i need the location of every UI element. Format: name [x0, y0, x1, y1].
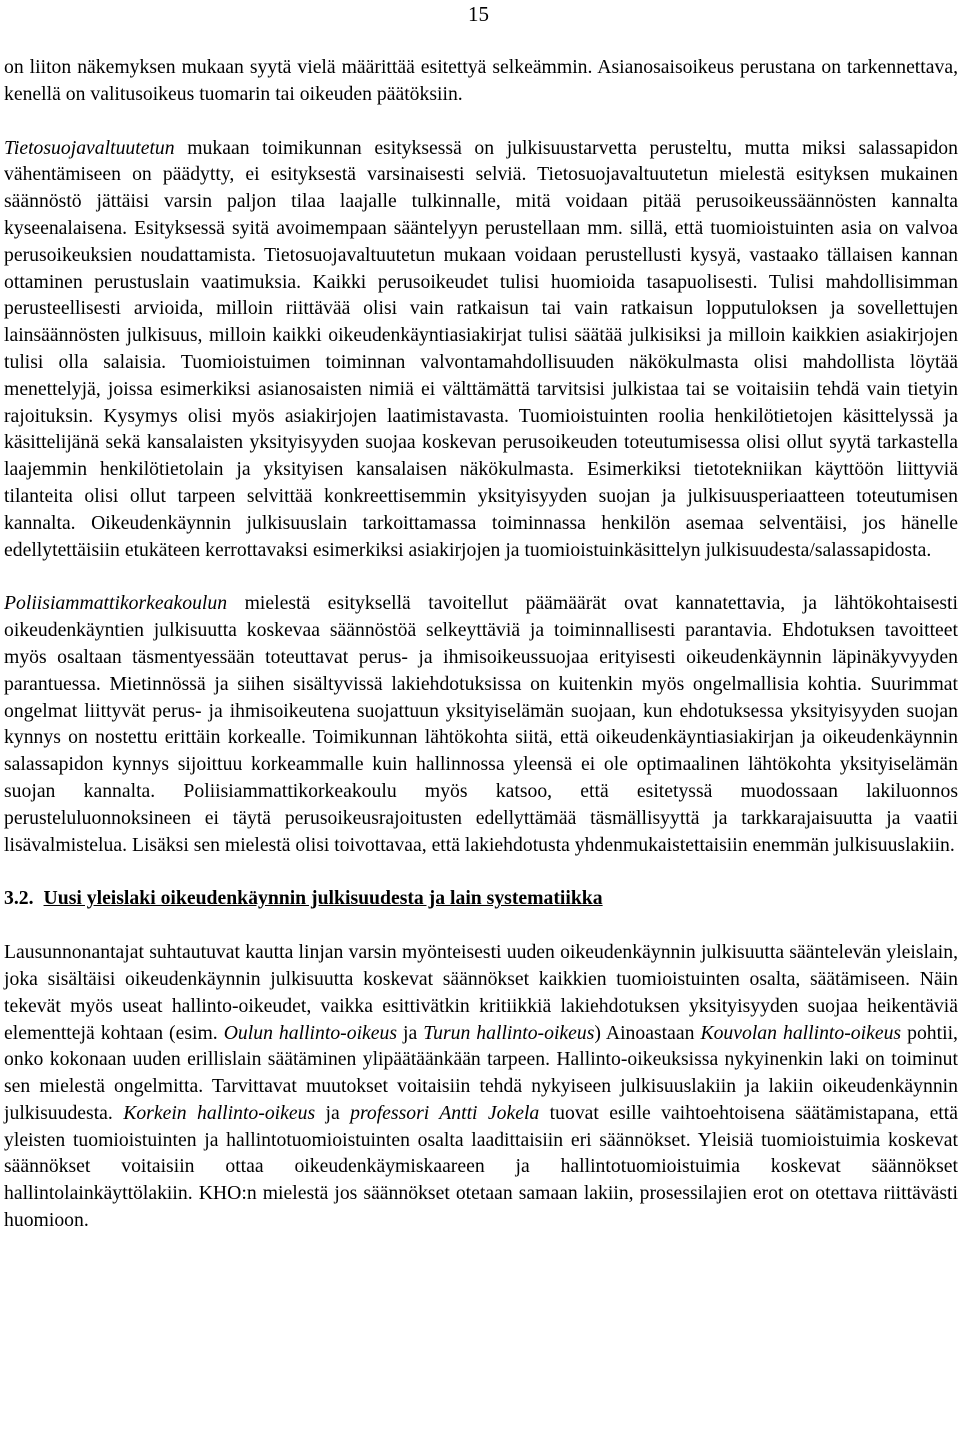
page-number: 15 — [468, 2, 489, 26]
section-heading — [4, 885, 958, 912]
paragraph-tietosuoja — [4, 135, 958, 564]
paragraph-text: tuovat esille vaihtoehtoisena säätämistapana, että yleisten tuomioistuinten ja hallintotuomioistuinten osalta laadittaisiin eri säännökset. Yleisiä tuomioistuimia koskevat säännökset voitaisiin ottaa oikeudenkäymiskaareen ja hallintotuomioistuimia koskevat säännökset hallintolainkäyttölakiin. KHO:n mielestä jos säännökset otetaan samaan lakiin, prosessilajien erot on otettava riittävästi huomioon. — [4, 1101, 958, 1232]
organization-name: Oulun hallinto-oikeus — [223, 1021, 398, 1044]
section-number: 3.2. — [4, 887, 34, 910]
paragraph-text: mukaan toimikunnan esityksessä on julkisuustarvetta perusteltu, mutta miksi salassapidon vähentämiseen on päädytty, ei esityksestä varsinaisesti selviä. Tietosuojavaltuutetun mielestä esityksen mukainen säännöstö jättäisi varsin paljon tilaa laajalle tulkinnalle, mitä voidaan pitää perusoikeussäännösten kannalta kyseenalaisena. Esityksessä syitä avoimempaan sääntelyyn perustellaan mm. sillä, että tuomioistuinten asia on valvoa perusoikeuksien noudattamista. Tietosuojavaltuutetun mukaan voidaan perustellusti kysyä, vastaako tällaisen kannan ottaminen perustuslain vaatimuksia. Kaikki perusoikeudet tulisi huomioida tasapuolisesti. Tulisi mahdollisimman perusteellisesti arvioida, milloin riittävää olisi vain ratkaisun tai vain ratkaisun lopputuloksen ja sovellettujen lainsäännösten julkisuus, milloin kaikki oikeudenkäyntiasiakirjat tulisi säätää julkisiksi ja milloin kaikkien asiakirjojen tulisi olla salaisia. Tuomioistuimen toiminnan valvontamahdollisuuden näkökulmasta olisi mahdollista löytää menettelyjä, joissa esimerkiksi asianosaisten nimiä ei välttämättä tarvitsisi julkistaa tai se voitaisiin tehdä vain tietyin rajoituksin. Kysymys olisi myös asiakirjojen laatimistavasta. Tuomioistuinten roolia henkilötietojen käsittelyssä ja käsittelijänä sekä kansalaisten yksityisyyden suojaa koskevan perusoikeuden toteutumisessa olisi ollut syytä tarkastella laajemmin henkilötietolain ja yksityisen kansalaisen näkökulmasta. Esimerkiksi tietotekniikan käyttöön liittyviä tilanteita olisi ollut tarpeen selvittää konkreettisemmin yksityisyyden suojan ja julkisuusperiaatteen toteutumisen kannalta. Oikeudenkäynnin julkisuuslain tarkoittamassa toiminnassa henkilön asemaa selventäisi, jos hänelle edellytettäisiin etukäteen kerrottavaksi esimerkiksi asiakirjojen ja tuomioistuinkäsittelyn julkisuudesta/salassapidosta. — [4, 136, 958, 561]
person-name: professori Antti Jokela — [350, 1101, 540, 1124]
organization-name: Korkein hallinto-oikeus — [123, 1101, 316, 1124]
organization-name: Turun hallinto-oikeus — [423, 1021, 595, 1044]
organization-name: Poliisiammattikorkeakoulun — [4, 592, 228, 615]
paragraph-text: ja — [315, 1101, 351, 1124]
section-title: Uusi yleislaki oikeudenkäynnin julkisuudesta ja lain systematiikka — [43, 887, 603, 910]
organization-name: Tietosuojavaltuutetun — [4, 136, 175, 159]
paragraph-text: mielestä esityksellä tavoitellut päämäärät ovat kannatettavia, ja lähtökohtaisesti oikeudenkäyntien julkisuutta koskevaa säännöstöä selkeyttäviä ja toiminnallisesti parantavia. Ehdotuksen tavoitteet myös osaltaan täsmentyessään toteuttavat perus- ja ihmisoikeussuojaa erityisesti oikeudenkäynnin läpinäkyvyyden parantuessa. Mietinnössä ja siihen sisältyvissä lakiehdotuksissa on kuitenkin myös ongelmallisia kohtia. Suurimmat ongelmat liittyvät perus- ja ihmisoikeutena suojattuun yksityiselämän suojaan, kun ehdotuksessa yksityisyyden suojan kynnys on nostettu erittäin korkealle. Toimikunnan lähtökohta siitä, että oikeudenkäyntiasiakirjan ja oikeudenkäynnin salassapidon kynnys sijoittuu korkeammalle kuin hallinnossa yleensä ei ole optimaalinen lähtökohta yksityiselämän suojan kannalta. Poliisiammattikorkeakoulu myös katsoo, että esitetyssä muodossaan lakiluonnos perusteluluonnoksineen ei täytä perusoikeusrajoitusten edellyttämää täsmällisyyttä ja tarkkarajaisuutta ja vaatii lisävalmistelua. Lisäksi sen mielestä olisi toivottavaa, että lakiehdotusta yhdenmukaistettaisiin enemmän julkisuuslakiin. — [4, 592, 958, 856]
document-body — [4, 54, 958, 1234]
paragraph-1: on liiton näkemyksen mukaan syytä vielä määrittää esitettyä selkeämmin. Asianosaisoikeus perustana on tarkennettava, kenellä on valitusoikeus tuomarin tai oikeuden päätöksiin. — [4, 56, 958, 105]
paragraph-text: ) Ainoastaan — [594, 1021, 701, 1044]
paragraph-lausunnonantajat — [4, 939, 958, 1234]
paragraph-text: pohtii, onko kokonaan uuden erillislain säätäminen ylipäätäänkään tarpeen. Hallinto-oikeuksissa nykyinenkin laki on toiminut sen mielestä ongelmitta. Tarvittavat muutokset voitaisiin tehdä nykyiseen julkisuuslakiin ja lakiin oikeudenkäynnin julkisuudesta. — [4, 1021, 958, 1124]
organization-name: Kouvolan hallinto-oikeus — [700, 1021, 902, 1044]
paragraph-text: Lausunnonantajat suhtautuvat kautta linjan varsin myönteisesti uuden oikeudenkäynnin julkisuutta sääntelevän yleislain, joka sisältäisi oikeudenkäynnin julkisuutta koskevat säännökset kaikkien tuomioistuinten osalta, säätämiseen. Näin tekevät myös useat hallinto-oikeudet, vaikka esittivätkin kritiikkiä lakiehdotuksen yksityisyyden suojaa heikentäviä elementtejä kohtaan (esim. — [4, 941, 958, 1044]
paragraph-poliisiammattikorkeakoulu — [4, 590, 958, 858]
paragraph-text: ja — [397, 1021, 424, 1044]
